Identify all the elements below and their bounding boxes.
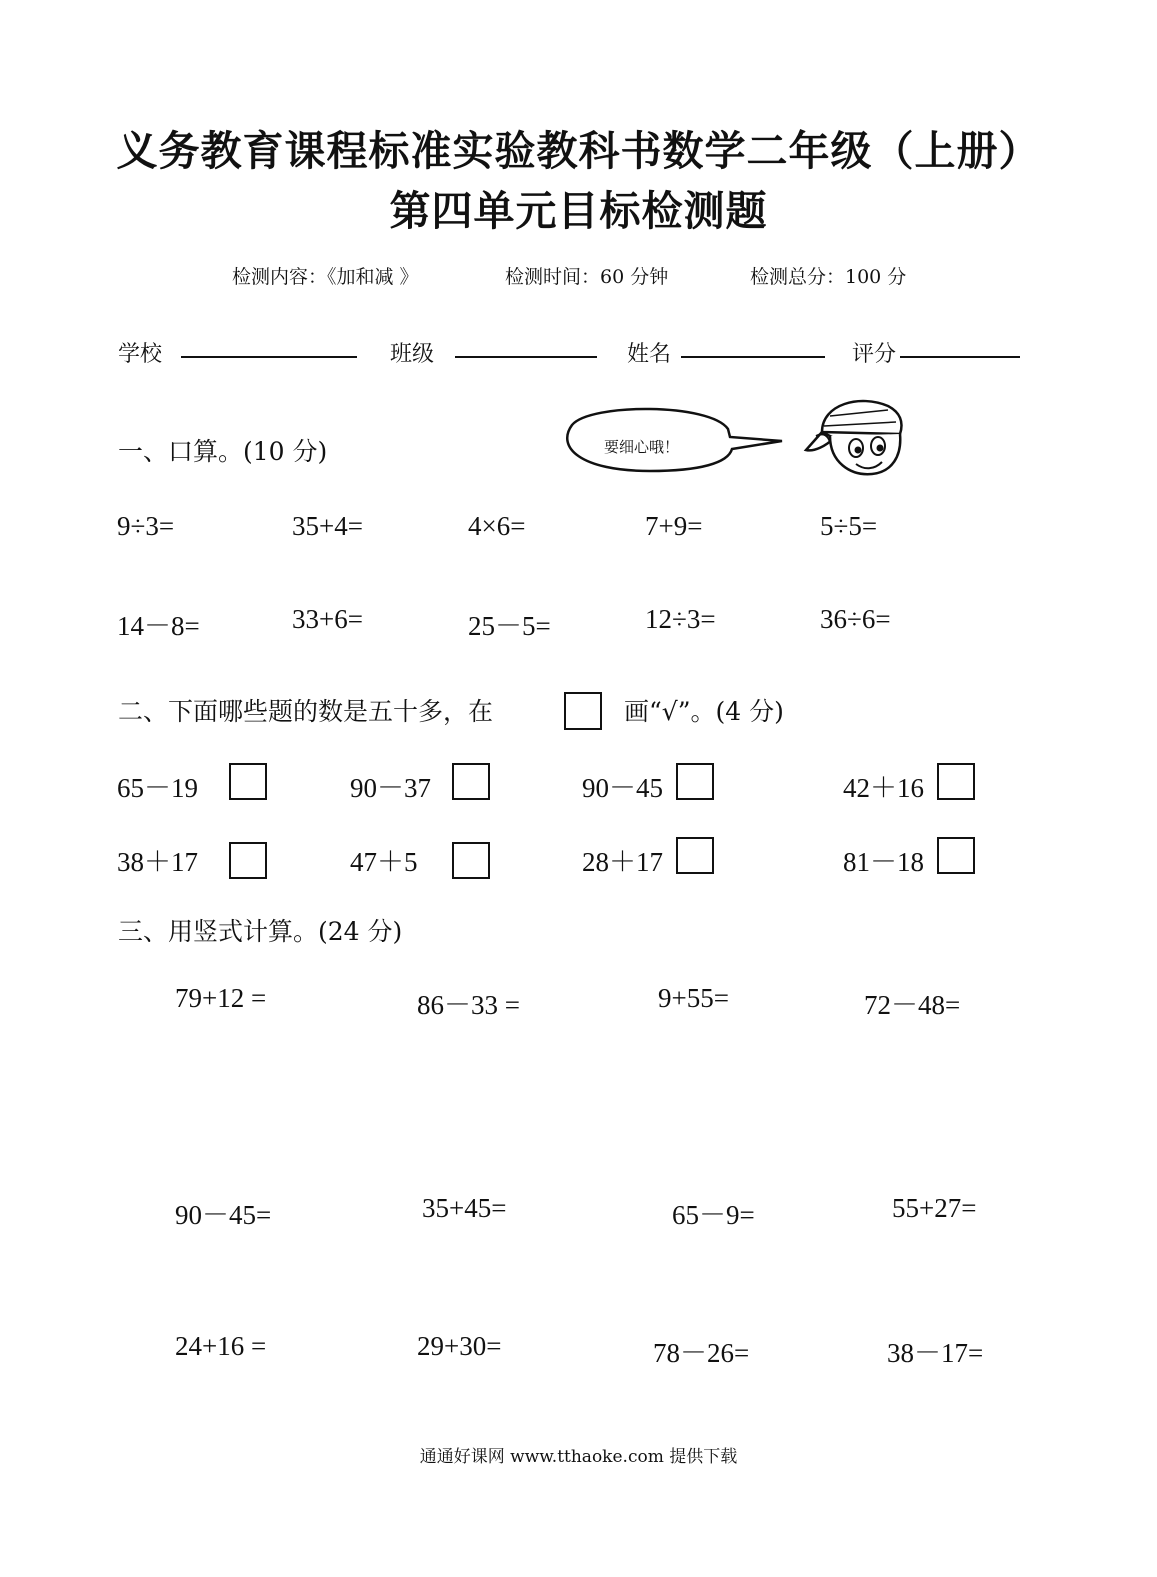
check-box-1[interactable] (229, 763, 267, 800)
vertical-q1: 79+12 = (175, 983, 267, 1013)
oral-q9: 12÷3= (645, 604, 716, 634)
oral-q6: 14－8= (117, 611, 200, 641)
oral-q3: 4×6= (468, 511, 526, 541)
check-q8: 81－18 (843, 847, 924, 877)
check-q7: 28＋17 (582, 847, 663, 877)
check-q1: 65－19 (117, 773, 198, 803)
check-q3: 90－45 (582, 773, 663, 803)
section2-title: 二、下面哪些题的数是五十多，在 (118, 697, 494, 726)
school-blank (181, 356, 357, 358)
oral-q5: 5÷5= (820, 511, 878, 541)
test-total: 检测总分：100 分 (750, 266, 907, 288)
check-box-3[interactable] (676, 763, 714, 800)
test-content: 检测内容：《加和减 》 (232, 266, 419, 288)
check-box-4[interactable] (937, 763, 975, 800)
vertical-q12: 38－17= (887, 1338, 984, 1368)
footer-credit: 通通好课网 www.tthaoke.com 提供下载 (419, 1447, 738, 1467)
section2-title-b: 画“√”。(4 分) (624, 697, 784, 726)
name-label: 姓名 (627, 342, 672, 367)
section3-title: 三、用竖式计算。(24 分) (118, 917, 403, 946)
school-label: 学校 (118, 342, 163, 367)
check-box-8[interactable] (937, 837, 975, 874)
vertical-q10: 29+30= (417, 1331, 502, 1361)
vertical-q6: 35+45= (422, 1193, 507, 1223)
cartoon-boy-icon (800, 392, 910, 480)
score-blank (900, 356, 1020, 358)
vertical-q4: 72－48= (864, 990, 961, 1020)
page-subtitle: 第四单元目标检测题 (389, 187, 768, 235)
oral-q2: 35+4= (292, 511, 363, 541)
vertical-q9: 24+16 = (175, 1331, 267, 1361)
vertical-q8: 55+27= (892, 1193, 977, 1223)
name-blank (681, 356, 825, 358)
oral-q1: 9÷3= (117, 511, 175, 541)
check-q6: 47＋5 (350, 847, 418, 877)
vertical-q3: 9+55= (658, 983, 729, 1013)
score-label: 评分 (852, 342, 897, 367)
example-checkbox (564, 692, 602, 730)
vertical-q11: 78－26= (653, 1338, 750, 1368)
check-box-5[interactable] (229, 842, 267, 879)
page-title: 义务教育课程标准实验教科书数学二年级（上册） (116, 127, 1041, 175)
check-box-7[interactable] (676, 837, 714, 874)
speech-bubble (560, 405, 800, 485)
test-time: 检测时间：60 分钟 (505, 266, 669, 288)
vertical-q5: 90－45= (175, 1200, 272, 1230)
check-q4: 42＋16 (843, 773, 924, 803)
oral-q4: 7+9= (645, 511, 703, 541)
check-box-2[interactable] (452, 763, 490, 800)
check-q2: 90－37 (350, 773, 431, 803)
bubble-text: 要细心哦！ (604, 438, 680, 456)
section1-title: 一、口算。(10 分) (118, 437, 328, 466)
oral-q10: 36÷6= (820, 604, 891, 634)
class-label: 班级 (390, 342, 435, 367)
check-q5: 38＋17 (117, 847, 198, 877)
oral-q7: 33+6= (292, 604, 363, 634)
oral-q8: 25－5= (468, 611, 551, 641)
class-blank (455, 356, 597, 358)
vertical-q7: 65－9= (672, 1200, 755, 1230)
check-box-6[interactable] (452, 842, 490, 879)
vertical-q2: 86－33 = (417, 990, 520, 1020)
